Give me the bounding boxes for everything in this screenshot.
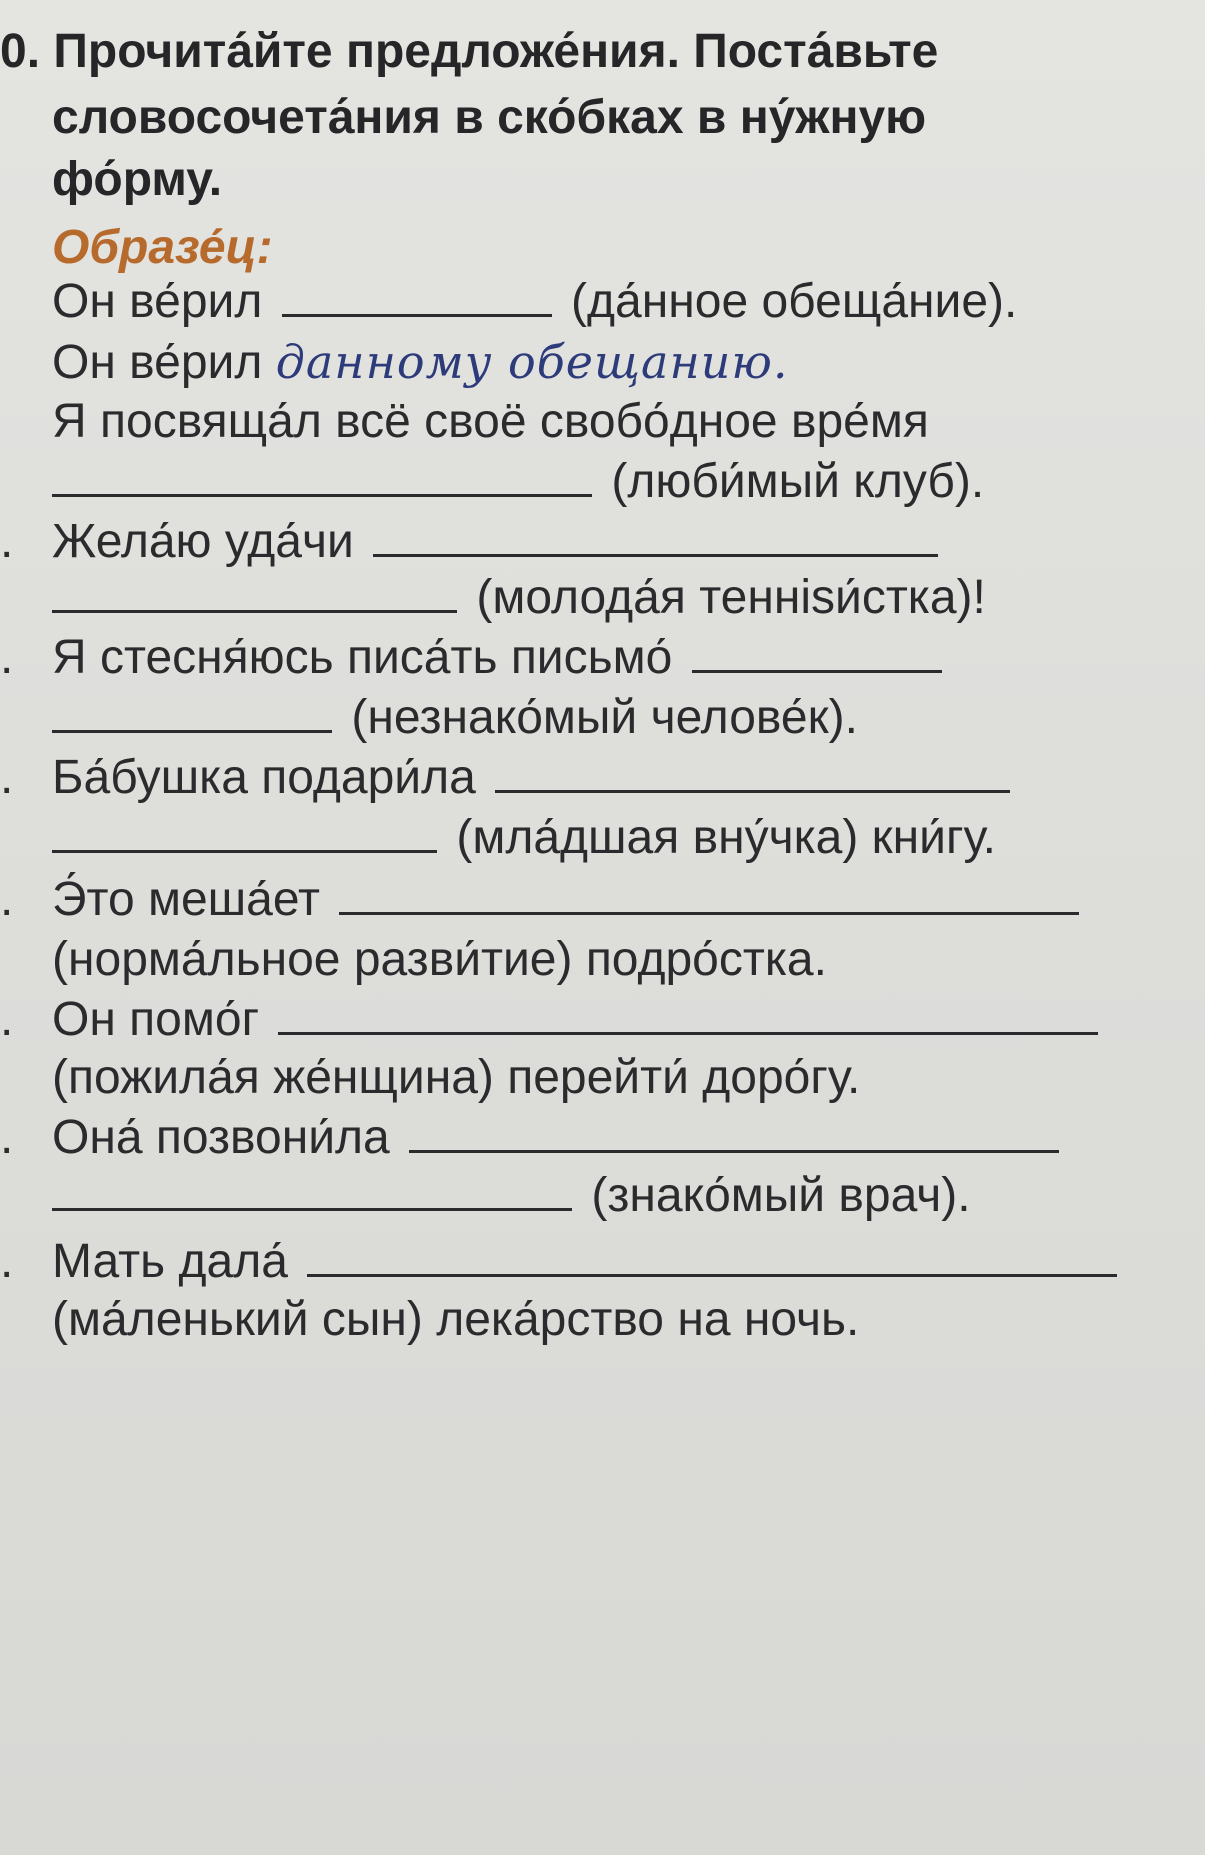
- item-5-marker: .: [0, 873, 14, 926]
- item-8-marker: .: [0, 1235, 14, 1288]
- item-2-blank-2[interactable]: [52, 570, 457, 613]
- item-4-line-1: [52, 748, 1016, 808]
- item-5-line-1: [52, 870, 1085, 930]
- exercise-title-line-2: словосочета́ния в ско́бках в ну́жную: [52, 91, 927, 144]
- item-8-line-2: (ма́ленький сын) лека́рство на ночь.: [52, 1293, 860, 1346]
- item-1-line-2: [52, 452, 984, 512]
- item-6-line-2: (пожила́я же́нщина) перейти́ доро́гу.: [52, 1051, 861, 1104]
- sample-line-1-hint: (да́нное обеща́ние).: [571, 275, 1018, 328]
- item-3-start: Я стесня́юсь писа́ть письмо́: [52, 631, 673, 684]
- item-4-line-2: [52, 808, 996, 868]
- item-6-line-1: [52, 990, 1104, 1050]
- item-2-start: Жела́ю уда́чи: [52, 515, 354, 568]
- item-3-line-2: [52, 688, 858, 748]
- title-text-1: Прочита́йте предложе́ния. Поста́вьте: [53, 25, 939, 78]
- item-1-hint: (люби́мый клуб).: [611, 455, 985, 508]
- item-2-marker: .: [0, 515, 14, 568]
- item-3-hint: (незнако́мый челове́к).: [351, 691, 858, 744]
- item-6-marker: .: [0, 993, 14, 1046]
- item-1-line-1: Я посвяща́л всё своё свобо́дное вре́мя: [52, 395, 929, 448]
- item-3-marker: .: [0, 631, 14, 684]
- exercise-number: 0.: [0, 25, 41, 78]
- item-2-blank-1[interactable]: [373, 514, 938, 557]
- item-7-marker: .: [0, 1111, 14, 1164]
- item-7-line-1: [52, 1108, 1065, 1168]
- item-8-blank[interactable]: [307, 1234, 1117, 1277]
- item-4-marker: .: [0, 751, 14, 804]
- item-6-blank[interactable]: [278, 992, 1098, 1035]
- item-4-blank-1[interactable]: [495, 750, 1010, 793]
- item-4-hint: (мла́дшая вну́чка) кни́гу.: [456, 811, 997, 864]
- item-2-hint: (молода́я теннisи́стка)!: [476, 571, 986, 624]
- exercise-title-line-1: [0, 22, 938, 82]
- item-7-blank-2[interactable]: [52, 1168, 572, 1211]
- sample-line-1: [52, 272, 1017, 332]
- item-3-blank-2[interactable]: [52, 690, 332, 733]
- item-3-blank-1[interactable]: [692, 630, 942, 673]
- sample-label: Образе́ц:: [52, 221, 273, 274]
- item-5-blank[interactable]: [339, 872, 1079, 915]
- item-2-line-1: [52, 512, 944, 572]
- item-7-line-2: [52, 1166, 971, 1226]
- sample-handwritten-answer: данному обещанию.: [275, 335, 789, 389]
- sample-line-2: [52, 332, 789, 393]
- item-7-start: Она́ позвони́ла: [52, 1111, 390, 1164]
- sample-line-2-start: Он ве́рил: [52, 336, 263, 389]
- item-5-line-2: (норма́льное разви́тие) подро́стка.: [52, 933, 827, 986]
- item-4-blank-2[interactable]: [52, 810, 437, 853]
- item-7-blank-1[interactable]: [409, 1110, 1059, 1153]
- item-2-line-2: [52, 568, 986, 628]
- item-5-start: Э́то меша́ет: [52, 873, 320, 926]
- item-8-line-1: [52, 1232, 1123, 1292]
- exercise-title-line-3: фо́рму.: [52, 153, 223, 206]
- sample-line-1-start: Он ве́рил: [52, 275, 263, 328]
- item-8-start: Мать дала́: [52, 1235, 288, 1288]
- item-6-start: Он помо́г: [52, 993, 260, 1046]
- item-3-line-1: [52, 628, 948, 688]
- item-4-start: Ба́бушка подари́ла: [52, 751, 476, 804]
- sample-blank: [282, 274, 552, 317]
- item-7-hint: (знако́мый врач).: [591, 1169, 971, 1222]
- item-1-blank[interactable]: [52, 454, 592, 497]
